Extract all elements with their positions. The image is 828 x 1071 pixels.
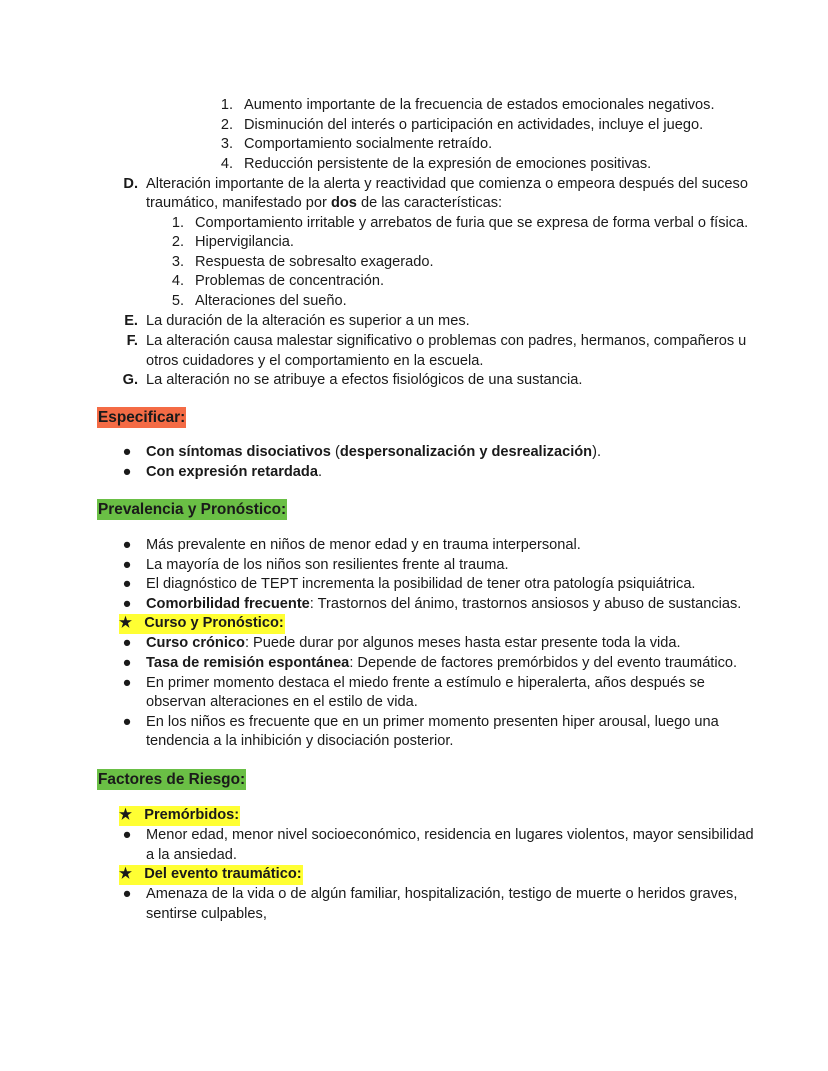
bullet-icon: ● [122,596,132,612]
bullet-icon: ● [122,655,132,671]
prevalencia-heading: Prevalencia y Pronóstico: [98,501,287,518]
bullet-icon: ● [122,827,132,843]
star-icon: ★ [119,866,133,882]
star-icon: ★ [119,807,133,823]
bullet-icon: ● [122,537,132,553]
bullet-icon: ● [122,576,132,592]
bullet-icon: ● [122,557,132,573]
bullet-icon: ● [122,886,132,902]
bullet-icon: ● [122,675,132,691]
star-icon: ★ [119,615,133,631]
bullet-icon: ● [122,444,132,460]
bullet-icon: ● [122,714,132,730]
document-page: 1. Aumento importante de la frecuencia de estados emocionales negativos. 2. Disminución del interés o participación en actividades, incluye el juego. 3. Comportamiento socialmente retraído. 4. Reducción persistente de la expresión de emociones positivas. D. Alteración importante de la alerta y reactividad que comienza o empeora después del suceso traumático, manifestado por dos de las características: 1. Comportamiento irritable y arrebatos de furia que se expresa de forma verbal o física. 2. Hipervigilancia. 3. Respuesta de sobresalto exagerado. 4. Problemas de concentración. 5. Alteraciones del sueño. E. La duración de la alteración es superior a un mes. F. La alteración causa malestar significativo o problemas con padres, hermanos, compañeros u otros cuidadores y el comportamiento en la escuela. G. La alteración no se atribuye a efectos fisiológicos de una sustancia. Especificar: ● Con síntomas disociativos (despersonalización y desrealización). ● Con expresión retardada. Prevalencia y Pronóstico: ● Más prevalente en niños de menor edad y en trauma interpersonal. ● La mayoría de los niños son resilientes frente al trauma. ● El diagnóstico de TEPT incrementa la posibilidad de tener otra patología psiquiátrica. ● Comorbilidad frecuente: Trastornos del ánimo, trastornos ansiosos y abuso de sustancias. ★ Curso y Pronóstico: ● Curso crónico: Puede durar por algunos meses hasta estar presente toda la vida. ● Tasa de remisión espontánea: Depende de factores premórbidos y del evento traumático. ● En primer momento destaca el miedo frente a estímulo e hiperalerta, años después se observan alteraciones en el estilo de vida. ● En los niños es frecuente que en un primer momento presenten hiper arousal, luego una tendencia a la inhibición y disociación posterior. Factores de Riesgo: ★ Premórbidos: ● Menor edad, menor nivel socioeconómico, residencia en lugares violentos, mayor sensibilidad a la ansiedad. ★ Del evento traumático: ● Amenaza de la vida o de algún familiar, hospitalización, testigo de muerte o heridos graves, sentirse culpables, [98,97,754,922]
factores-heading: Factores de Riesgo: [98,771,246,788]
especificar-heading: Especificar: [98,409,186,426]
bullet-icon: ● [122,464,132,480]
bullet-icon: ● [122,635,132,651]
